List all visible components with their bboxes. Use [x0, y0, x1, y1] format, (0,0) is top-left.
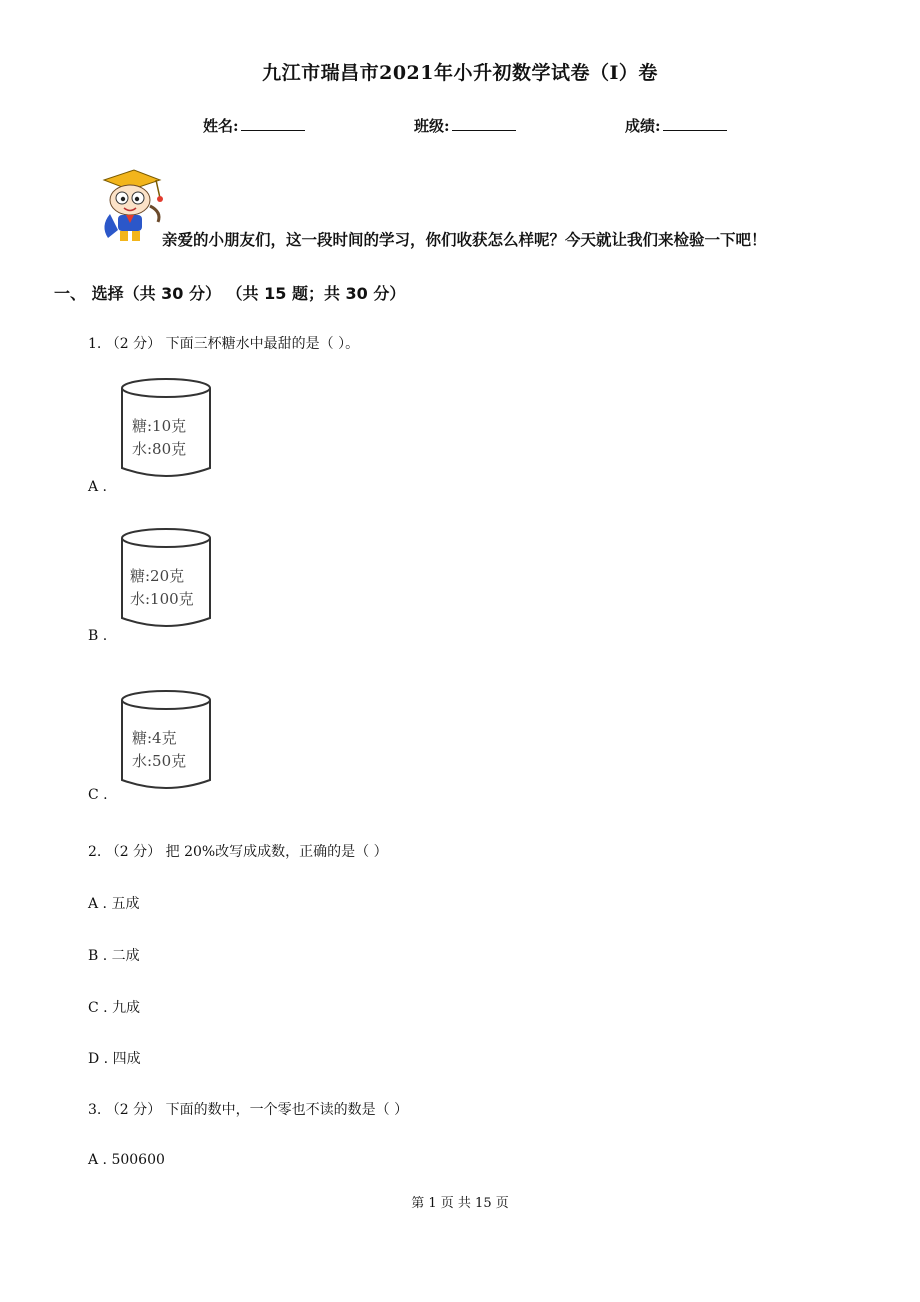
name-label: 姓名: [203, 117, 239, 135]
option-2d[interactable]: D . 四成 [88, 1051, 141, 1067]
cup-c-water: 水:50克 [132, 752, 187, 770]
page-title: 九江市瑞昌市2021年小升初数学试卷（I）卷 [262, 62, 658, 84]
intro-text: 亲爱的小朋友们，这一段时间的学习，你们收获怎么样呢？今天就让我们来检验一下吧！ [162, 231, 767, 249]
class-blank [452, 116, 516, 131]
score-label: 成绩: [625, 117, 661, 135]
cup-a-image [116, 376, 216, 484]
question-1: 1. （2 分） 下面三杯糖水中最甜的是（ ）。 [88, 336, 360, 352]
cup-c-image [116, 688, 216, 796]
option-1b[interactable]: B . [88, 628, 108, 644]
option-2b[interactable]: B . 二成 [88, 948, 140, 964]
question-3: 3. （2 分） 下面的数中，一个零也不读的数是（ ） [88, 1102, 409, 1118]
option-2a[interactable]: A . 五成 [88, 896, 140, 912]
mascot-icon [90, 166, 168, 246]
score-field [625, 115, 727, 136]
class-field [414, 115, 516, 136]
cup-b-image [116, 526, 216, 634]
cup-c-sugar: 糖:4克 [132, 729, 177, 747]
cup-b-sugar: 糖:20克 [130, 567, 185, 585]
name-field [203, 115, 305, 136]
page-footer: 第 1 页 共 15 页 [411, 1196, 509, 1211]
class-label: 班级: [414, 117, 450, 135]
option-2c[interactable]: C . 九成 [88, 1000, 141, 1016]
cup-a-sugar: 糖:10克 [132, 417, 187, 435]
cup-b-water: 水:100克 [130, 590, 194, 608]
section-title: 一、 选择（共 30 分） （共 15 题；共 30 分） [54, 284, 406, 303]
question-2: 2. （2 分） 把 20%改写成成数，正确的是（ ） [88, 844, 388, 860]
cup-a-water: 水:80克 [132, 440, 187, 458]
name-blank [241, 116, 305, 131]
option-3a[interactable]: A . 500600 [88, 1152, 165, 1168]
option-1a[interactable]: A . [88, 479, 108, 495]
score-blank [663, 116, 727, 131]
option-1c[interactable]: C . [88, 787, 108, 803]
